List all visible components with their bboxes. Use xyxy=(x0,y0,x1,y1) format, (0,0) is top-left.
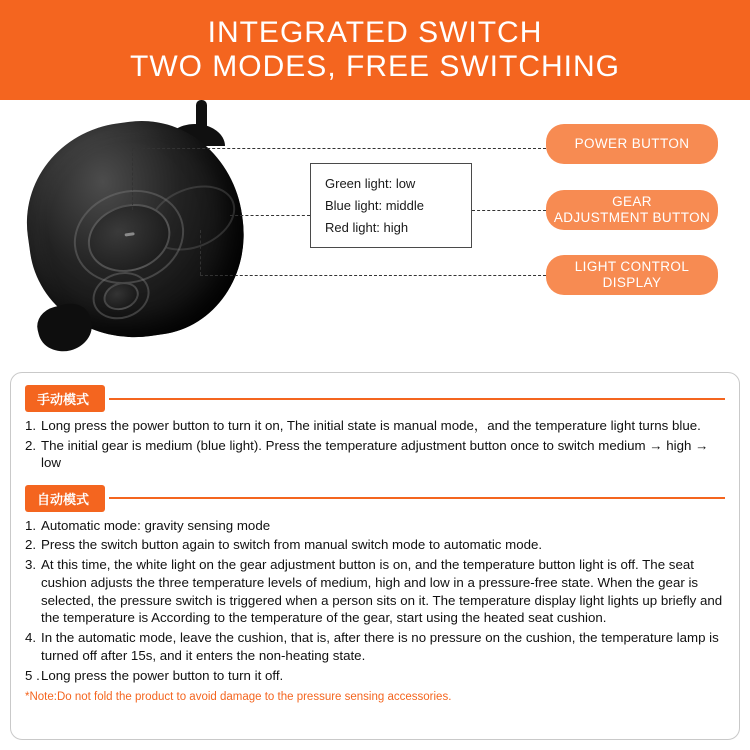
manual-mode-header xyxy=(25,385,725,412)
auto-item-3-text: At this time, the white light on the gear adjustment button is on, and the temperature button light is off. The seat cushion adjusts the three temperature levels of medium, high and low in a pressure-free state. When the gear is selected, the pressure switch is triggered when a person sits on it. The temperature display light lights up briefly and the temperature is According to the temperature of the gear, start using the heated seat cushion. xyxy=(41,557,723,626)
list-item xyxy=(25,536,725,554)
auto-item-1-text: Automatic mode: gravity sensing mode xyxy=(41,517,271,533)
legend-item-red: Red light: high xyxy=(325,220,409,235)
manual-mode-tab: 手动模式 xyxy=(25,385,105,412)
product-diagram xyxy=(0,100,750,365)
auto-item-5-text: Long press the power button to turn it off. xyxy=(41,667,284,683)
legend-item-green: Green light: low xyxy=(325,176,416,191)
auto-item-4-text: In the automatic mode, leave the cushion, that is, after there is no pressure on the cushion, the temperature lamp is turned off after 15s, and it enters the non-heating state. xyxy=(41,630,719,664)
callout-gear-label-line1: GEAR xyxy=(612,194,652,209)
list-item xyxy=(25,629,725,665)
callout-light-control-display xyxy=(546,255,718,295)
auto-item-2-text: Press the switch button again to switch from manual switch mode to automatic mode. xyxy=(41,537,543,553)
automatic-mode-rule xyxy=(109,497,725,499)
callout-gear-label-line2: ADJUSTMENT BUTTON xyxy=(553,210,711,225)
callout-power-button xyxy=(546,124,718,164)
list-item xyxy=(25,556,725,627)
callout-power-button-label: POWER BUTTON xyxy=(574,136,690,151)
manual-item-2-text: The initial gear is medium (blue light). Press the temperature adjustment button once to switch medium → high → low xyxy=(41,437,709,470)
auto-item-1-number: 1. xyxy=(25,517,37,533)
header-banner xyxy=(0,0,750,100)
manual-item-1-number: 1. xyxy=(25,418,37,433)
automatic-mode-header xyxy=(25,485,725,512)
leader-line-gear xyxy=(230,215,310,216)
auto-item-5-number: 5 . xyxy=(25,667,40,683)
auto-item-2-number: 2. xyxy=(25,537,37,553)
instructions-card xyxy=(10,372,740,740)
manual-item-1-text: Long press the power button to turn it on, The initial state is manual mode，and the temperature light turns blue. xyxy=(41,418,701,433)
header-title-line1: INTEGRATED SWITCH xyxy=(207,16,543,50)
auto-item-3-number: 3. xyxy=(25,557,37,573)
automatic-mode-tab: 自动模式 xyxy=(25,485,105,512)
warning-note: *Note:Do not fold the product to avoid damage to the pressure sensing accessories. xyxy=(25,690,452,703)
manual-mode-rule xyxy=(109,398,725,400)
leader-line-gear-right xyxy=(472,210,546,211)
list-item xyxy=(25,517,725,535)
legend-item-blue: Blue light: middle xyxy=(325,198,424,213)
leader-line-display xyxy=(200,275,546,276)
leader-line-display-rise xyxy=(200,230,201,275)
manual-mode-list xyxy=(25,417,725,472)
callout-display-label-line1: LIGHT CONTROL xyxy=(574,259,690,274)
manual-item-2-number: 2. xyxy=(25,437,37,453)
leader-line-power xyxy=(132,148,546,149)
header-title-line2: TWO MODES, FREE SWITCHING xyxy=(130,50,620,83)
list-item xyxy=(25,417,725,435)
auto-item-4-number: 4. xyxy=(25,630,37,646)
list-item xyxy=(25,437,725,472)
automatic-mode-list xyxy=(25,517,725,685)
leader-line-power-drop xyxy=(132,148,133,210)
callout-gear-adjustment-button xyxy=(546,190,718,230)
list-item xyxy=(25,667,725,685)
callout-display-label-line2: DISPLAY xyxy=(602,275,662,290)
light-color-legend xyxy=(310,163,472,248)
